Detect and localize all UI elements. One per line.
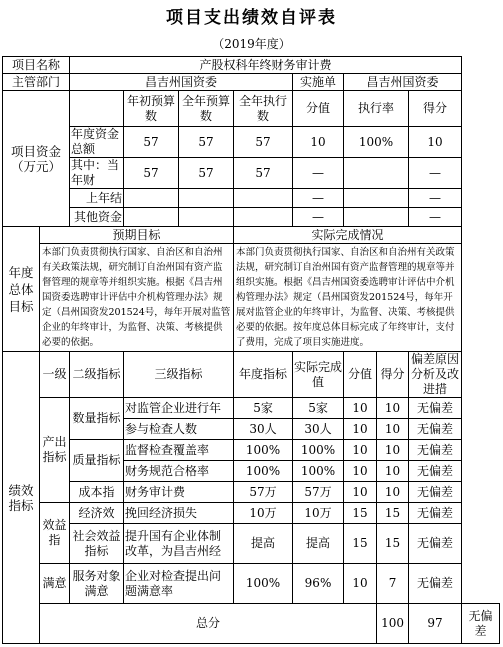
- perf-weight: 10: [344, 482, 377, 503]
- funds-weight: —: [293, 158, 344, 189]
- header-exec-rate: 执行率: [344, 91, 409, 127]
- funds-row: [3, 189, 500, 208]
- funds-rate: [344, 189, 409, 208]
- funds-full-budget: [179, 208, 234, 227]
- perf-actual: 5家: [293, 398, 344, 419]
- perf-reason: 无偏差: [409, 564, 462, 604]
- funds-budget: [124, 189, 179, 208]
- perf-actual: 100%: [293, 440, 344, 461]
- funds-executed: [234, 189, 293, 208]
- perf-row: [3, 398, 500, 419]
- funds-header-blank: [70, 91, 124, 127]
- perf-target: 30人: [234, 419, 293, 440]
- funds-executed: [234, 208, 293, 227]
- table-title: 项目支出绩效自评表: [166, 8, 337, 28]
- perf-lvl2: 服务对象满意: [70, 564, 124, 604]
- perf-lvl2: 社会效益指标: [70, 524, 124, 564]
- funds-budget: 57: [124, 127, 179, 158]
- satisfaction-label: 满意: [40, 564, 70, 604]
- perf-header-score: 得分: [377, 352, 409, 398]
- project-name: 产股权科年终财务审计费: [70, 57, 462, 74]
- header-score-weight: 分值: [293, 91, 344, 127]
- perf-row: [3, 482, 500, 503]
- funds-row-label: 其他资金: [70, 208, 124, 227]
- dept-value: 昌吉州国资委: [70, 74, 293, 91]
- perf-lvl3: 财务规范合格率: [124, 461, 234, 482]
- output-label: 产出指标: [40, 398, 70, 503]
- perf-actual: 提高: [293, 524, 344, 564]
- total-score: 97: [409, 604, 462, 644]
- goals-label: 年度总体目标: [3, 227, 40, 352]
- perf-reason: 无偏差: [409, 440, 462, 461]
- funds-rate: 100%: [344, 127, 409, 158]
- actual-goal-text: 本部门负责贯彻执行国家、自治区和自治州有关政策法规，研究制订自治州国有资产监督管理的规章等并组织实施。根据《昌吉州国资委选聘审计评估中介机构管理办法》规定（昌州国资发201524号，每年开展对监管企业的年终审计，为监督、决策、考核提供必要的依据。按年度总体目标完成了年终审计，支付了费用，完成了项目实施进度。: [234, 244, 462, 352]
- perf-target: 5家: [234, 398, 293, 419]
- funds-label: [3, 91, 70, 227]
- total-weight: 100: [377, 604, 409, 644]
- funds-full-budget: [179, 189, 234, 208]
- perf-actual: 10万: [293, 503, 344, 524]
- impl-value: 昌吉州国资委: [344, 74, 462, 91]
- perf-lvl3: 企业对检查提出问题满意率: [124, 564, 234, 604]
- perf-score: 15: [377, 503, 409, 524]
- perf-lvl3: 提升国有企业体制改革，为昌吉州经: [124, 524, 234, 564]
- perf-score: 10: [377, 482, 409, 503]
- funds-full-budget: 57: [179, 127, 234, 158]
- effect-label: 效益指: [40, 503, 70, 564]
- funds-score: —: [409, 189, 462, 208]
- perf-target: 57万: [234, 482, 293, 503]
- funds-row-label: 上年结: [70, 189, 124, 208]
- perf-lvl2: 成本指: [70, 482, 124, 503]
- perf-header-weight: 分值: [344, 352, 377, 398]
- perf-weight: 15: [344, 503, 377, 524]
- perf-weight: 10: [344, 440, 377, 461]
- perf-reason: 无偏差: [409, 398, 462, 419]
- perf-target: 100%: [234, 461, 293, 482]
- impl-label: 实施单: [293, 74, 344, 91]
- perf-row: [3, 503, 500, 524]
- header-score: 得分: [409, 91, 462, 127]
- funds-executed: 57: [234, 158, 293, 189]
- evaluation-table: [2, 56, 500, 644]
- dept-label: 主管部门: [3, 74, 70, 91]
- total-reason: 无偏差: [462, 604, 500, 644]
- perf-actual: 100%: [293, 461, 344, 482]
- funds-row: [3, 158, 500, 189]
- perf-actual: 30人: [293, 419, 344, 440]
- perf-score: 10: [377, 419, 409, 440]
- funds-budget: 57: [124, 158, 179, 189]
- funds-weight: —: [293, 208, 344, 227]
- perf-score: 10: [377, 398, 409, 419]
- perf-reason: 无偏差: [409, 482, 462, 503]
- funds-row-label: 年度资金总额: [70, 127, 124, 158]
- perf-target: 100%: [234, 564, 293, 604]
- perf-actual: 57万: [293, 482, 344, 503]
- funds-executed: 57: [234, 127, 293, 158]
- perf-header-actual: 实际完成值: [293, 352, 344, 398]
- perf-row: [3, 564, 500, 604]
- funds-weight: 10: [293, 127, 344, 158]
- perf-lvl2: 质量指标: [70, 440, 124, 482]
- perf-target: 10万: [234, 503, 293, 524]
- perf-lvl3: 财务审计费: [124, 482, 234, 503]
- perf-reason: 无偏差: [409, 419, 462, 440]
- funds-row: [3, 127, 500, 158]
- perf-reason: 无偏差: [409, 524, 462, 564]
- perf-score: 10: [377, 461, 409, 482]
- perf-score: 10: [377, 440, 409, 461]
- perf-row: [3, 440, 500, 461]
- perf-lvl2: 经济效: [70, 503, 124, 524]
- project-name-label: 项目名称: [3, 57, 70, 74]
- perf-target: 提高: [234, 524, 293, 564]
- perf-weight: 10: [344, 398, 377, 419]
- planned-goal-header: 预期目标: [40, 227, 234, 244]
- perf-weight: 10: [344, 419, 377, 440]
- perf-header-lvl1: 一级: [40, 352, 70, 398]
- total-label: 总分: [40, 604, 377, 644]
- perf-score: 7: [377, 564, 409, 604]
- actual-goal-header: 实际完成情况: [234, 227, 462, 244]
- funds-row: [3, 208, 500, 227]
- funds-label-line1: 项目资金: [11, 143, 62, 159]
- perf-row: [3, 524, 500, 564]
- perf-weight: 15: [344, 524, 377, 564]
- funds-row-label: 其中：当年财: [70, 158, 124, 189]
- perf-reason: 无偏差: [409, 461, 462, 482]
- perf-lvl3: 挽回经济损失: [124, 503, 234, 524]
- perf-lvl3: 参与检查人数: [124, 419, 234, 440]
- perf-label: 绩效指标: [3, 352, 40, 644]
- planned-goal-text: 本部门负责贯彻执行国家、自治区和自治州有关政策法规，研究制订自治州国有资产监督管理的规章等并组织实施。根据《昌吉州国资委选聘审计评估中介机构管理办法》规定（昌州国资发201524号，每年开展对监管企业的年终审计，为监督、决策、考核提供必要的依据。: [40, 244, 234, 352]
- perf-header-reason: 偏差原因分析及改进措: [409, 352, 462, 398]
- year-label: （2019年度）: [212, 37, 291, 51]
- perf-reason: 无偏差: [409, 503, 462, 524]
- perf-lvl2: 数量指标: [70, 398, 124, 440]
- funds-weight: —: [293, 189, 344, 208]
- funds-rate: [344, 208, 409, 227]
- funds-score: —: [409, 158, 462, 189]
- perf-weight: 10: [344, 461, 377, 482]
- header-executed: 全年执行数: [234, 91, 293, 127]
- perf-target: 100%: [234, 440, 293, 461]
- perf-weight: 10: [344, 564, 377, 604]
- perf-header-lvl3: 三级指标: [124, 352, 234, 398]
- perf-lvl3: 监督检查覆盖率: [124, 440, 234, 461]
- funds-full-budget: 57: [179, 158, 234, 189]
- funds-rate: [344, 158, 409, 189]
- perf-header-year-target: 年度指标: [234, 352, 293, 398]
- header-budget: 年初预算数: [124, 91, 179, 127]
- perf-header-lvl2: 二级指标: [70, 352, 124, 398]
- perf-score: 15: [377, 524, 409, 564]
- funds-score: 10: [409, 127, 462, 158]
- perf-lvl3: 对监管企业进行年: [124, 398, 234, 419]
- funds-score: —: [409, 208, 462, 227]
- funds-budget: [124, 208, 179, 227]
- header-full-budget: 全年预算数: [179, 91, 234, 127]
- funds-label-line2: （万元）: [11, 158, 62, 174]
- perf-actual: 96%: [293, 564, 344, 604]
